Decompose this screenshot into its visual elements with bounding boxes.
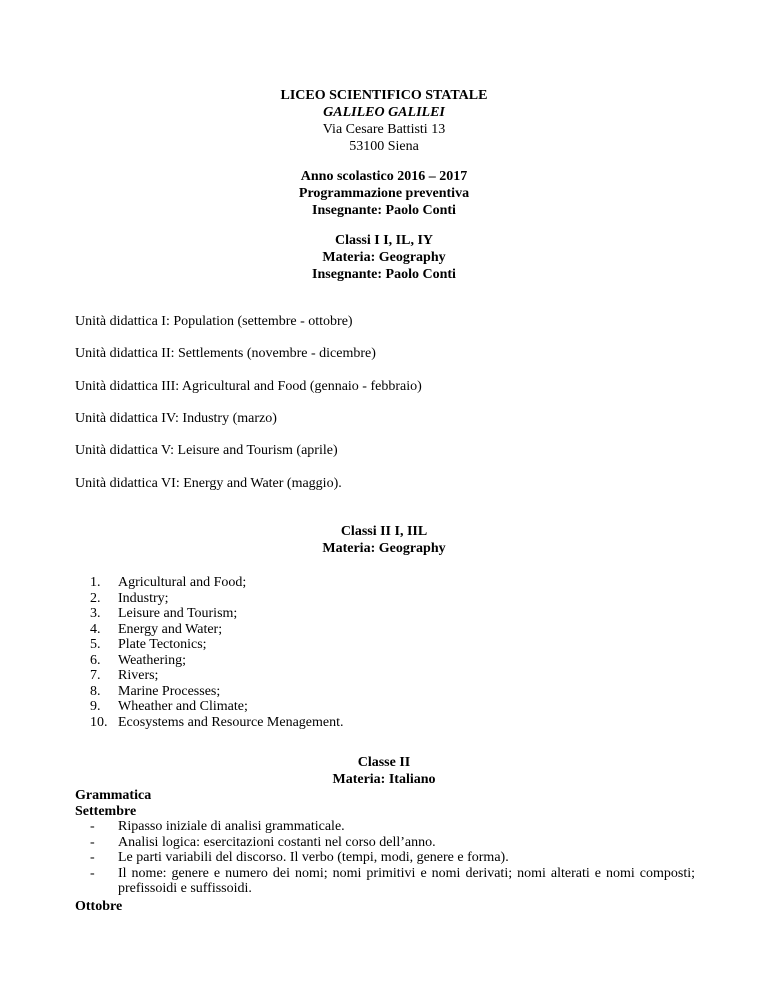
list-item	[90, 622, 344, 638]
section2-header	[0, 523, 768, 557]
program-teacher: Insegnante: Paolo Conti	[312, 203, 456, 218]
list-number: 8.	[90, 683, 101, 699]
list-item	[90, 575, 344, 591]
list-text: Il nome: genere e numero dei nomi; nomi primitivi e nomi derivati; nomi alterati e nomi composti; prefissoidi e suffissoidi.	[118, 865, 695, 896]
school-city: 53100 Siena	[349, 139, 419, 154]
section1-subject: Materia: Geography	[322, 250, 446, 265]
program-title: Programmazione preventiva	[298, 186, 470, 201]
month-heading: Ottobre	[75, 899, 123, 914]
list-item	[90, 606, 344, 622]
school-name: LICEO SCIENTIFICO STATALE	[280, 88, 488, 103]
list-number: 4.	[90, 621, 101, 637]
list-dash: -	[90, 850, 95, 865]
school-address: Via Cesare Battisti 13	[322, 122, 446, 137]
list-item	[90, 684, 344, 700]
list-item	[90, 653, 344, 669]
list-item	[90, 699, 344, 715]
list-dash: -	[90, 834, 95, 850]
unit-item: Unità didattica VI: Energy and Water (maggio).	[75, 476, 342, 491]
unit-item: Unità didattica I: Population (settembre - ottobre)	[75, 314, 353, 329]
section1-header	[0, 232, 768, 283]
list-number: 3.	[90, 606, 101, 621]
list-item	[90, 866, 695, 897]
list-number: 6.	[90, 652, 101, 668]
list-number: 5.	[90, 637, 101, 652]
list-item	[90, 637, 344, 653]
school-subtitle: GALILEO GALILEI	[323, 105, 445, 120]
list-text: Wheather and Climate;	[118, 699, 248, 714]
topics-list	[90, 575, 344, 730]
list-item	[90, 835, 695, 851]
list-item	[90, 591, 344, 607]
section2-subject: Materia: Geography	[322, 541, 446, 556]
list-item	[90, 850, 695, 866]
list-number: 7.	[90, 668, 101, 683]
section3-classes: Classe II	[357, 755, 411, 770]
list-item	[90, 668, 344, 684]
section1-teacher: Insegnante: Paolo Conti	[312, 267, 456, 282]
list-text: Marine Processes;	[118, 683, 221, 699]
section2-classes: Classi II I, IIL	[340, 524, 428, 539]
section3-header	[0, 754, 768, 788]
month-heading: Settembre	[75, 804, 137, 819]
list-item	[90, 715, 344, 731]
list-number: 10.	[90, 714, 108, 730]
school-year: Anno scolastico 2016 – 2017	[300, 169, 468, 184]
list-text: Ecosystems and Resource Menagement.	[118, 714, 344, 730]
list-text: Ripasso iniziale di analisi grammaticale.	[118, 819, 345, 834]
list-text: Leisure and Tourism;	[118, 606, 238, 621]
list-text: Energy and Water;	[118, 621, 223, 637]
program-header	[0, 168, 768, 219]
section1-classes: Classi I I, IL, IY	[334, 233, 434, 248]
section3-subject: Materia: Italiano	[332, 772, 436, 787]
unit-item: Unità didattica III: Agricultural and Food (gennaio - febbraio)	[75, 379, 422, 394]
list-dash: -	[90, 865, 95, 881]
school-header	[0, 87, 768, 155]
list-text: Agricultural and Food;	[118, 575, 247, 590]
unit-item: Unità didattica V: Leisure and Tourism (aprile)	[75, 443, 338, 458]
list-text: Rivers;	[118, 668, 159, 683]
unit-item: Unità didattica II: Settlements (novembre - dicembre)	[75, 346, 376, 361]
list-text: Weathering;	[118, 652, 187, 668]
unit-item: Unità didattica IV: Industry (marzo)	[75, 411, 277, 426]
list-text: Plate Tectonics;	[118, 637, 207, 652]
grammar-heading: Grammatica	[75, 788, 152, 803]
grammar-list	[90, 819, 695, 897]
list-number: 9.	[90, 699, 101, 714]
list-text: Industry;	[118, 590, 169, 606]
list-number: 1.	[90, 575, 101, 590]
list-text: Analisi logica: esercitazioni costanti nel corso dell’anno.	[118, 834, 436, 850]
list-item	[90, 819, 695, 835]
list-dash: -	[90, 819, 95, 834]
list-number: 2.	[90, 590, 101, 606]
list-text: Le parti variabili del discorso. Il verbo (tempi, modi, genere e forma).	[118, 850, 509, 865]
